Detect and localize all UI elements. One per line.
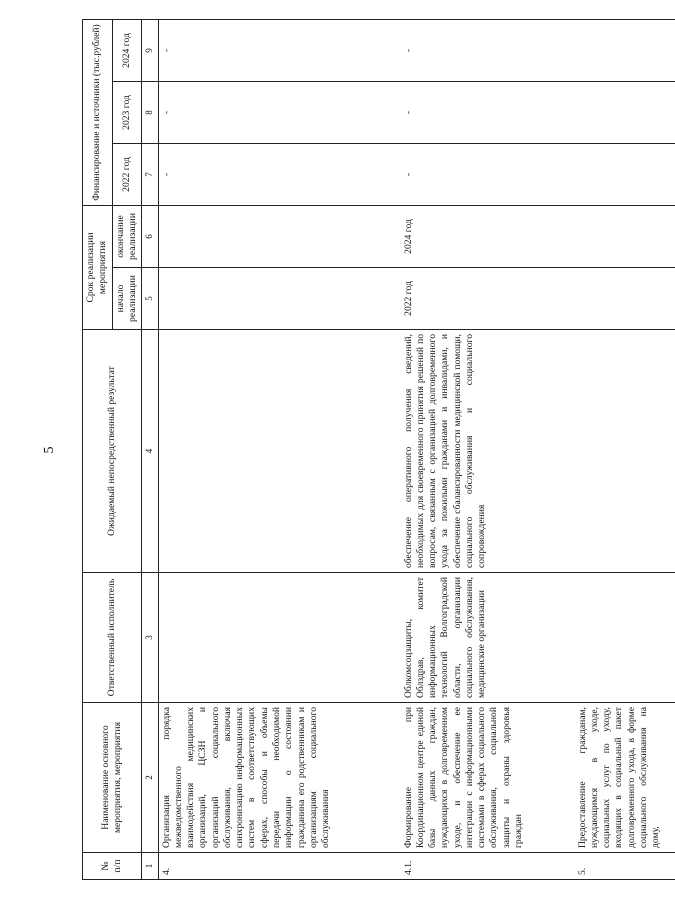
column-number: 1 [142,853,159,880]
rotated-table-container [82,20,662,880]
row-f2023: - [158,81,401,143]
table-row [401,19,575,879]
row-f2022: - [158,143,401,205]
page-number: 5 [42,446,57,454]
row-executor: Облкомсоцзащиты, Облздрав, комитет информационных технологий Волгоградской области, организации социального обслуживания, медицинские организации [401,573,575,703]
row-start [158,268,401,330]
row-start: 2022 год [401,268,575,330]
column-number: 2 [142,703,159,853]
column-number-row [142,19,159,879]
row-f2023: - [401,81,575,143]
table-row [575,19,675,879]
header-row-1 [83,19,113,879]
row-f2024 [575,19,675,81]
row-end: 2024 год [401,205,575,267]
row-name: Формирование при Координационном центре единой базы данных граждан, нуждающихся в долговременном уходе, и обеспечение ее интеграции с информационными системами в сферах социального обслуживания, социальной защиты и охраны здоровья граждан [401,703,575,853]
column-number: 9 [142,19,159,81]
header-2024: 2024 год [112,19,142,81]
row-result [575,330,675,573]
column-number: 3 [142,573,159,703]
column-number: 8 [142,81,159,143]
header-result: Ожидаемый непосредственный результат [83,330,142,573]
row-f2022: - [401,143,575,205]
row-result [158,330,401,573]
row-f2023 [575,81,675,143]
column-number: 4 [142,330,159,573]
row-start [575,268,675,330]
row-name: Предоставление гражданам, нуждающимся в уходе, социальных услуг по уходу, входящих в социальный пакет долговременного ухода, в форме социального обслуживания на дому, [575,703,675,853]
measures-table [82,19,675,880]
header-num: № п/п [83,853,142,880]
row-num: 4.1. [401,853,575,880]
row-name: Организация порядка межведомственного взаимодействия медицинских организаций, ЦСЗН и организаций социального обслуживания, включая синхронизацию информационных систем в соответствующих сферах, способы и объемы передачи необходимой информации о состоянии гражданина его родственникам и организациям социального обслуживания [158,703,401,853]
header-2022: 2022 год [112,143,142,205]
header-term-start: начало реализации [112,268,142,330]
column-number: 6 [142,205,159,267]
column-number: 7 [142,143,159,205]
row-result: обеспечение оперативного получения сведений, необходимых для своевременного принятия решений по вопросам, связанным с организацией долговременного ухода за пожилыми гражданами и инвалидами, и обеспечение сбалансированности медицинской помощи, социального обслуживания и социального сопровождения [401,330,575,573]
header-executor: Ответственный исполнитель [83,573,142,703]
row-f2024: - [158,19,401,81]
row-end [575,205,675,267]
header-name: Наименование основного мероприятия, мероприятия [83,703,142,853]
row-executor [575,573,675,703]
row-end [158,205,401,267]
row-num: 4. [158,853,401,880]
row-f2022 [575,143,675,205]
table-row [158,19,401,879]
header-term: Срок реализации мероприятия [83,205,113,329]
header-term-end: окончание реализации [112,205,142,267]
row-num: 5. [575,853,675,880]
header-finance: Финансирование и источники (тыс.рублей) [83,19,113,205]
row-f2024: - [401,19,575,81]
column-number: 5 [142,268,159,330]
row-executor [158,573,401,703]
header-2023: 2023 год [112,81,142,143]
